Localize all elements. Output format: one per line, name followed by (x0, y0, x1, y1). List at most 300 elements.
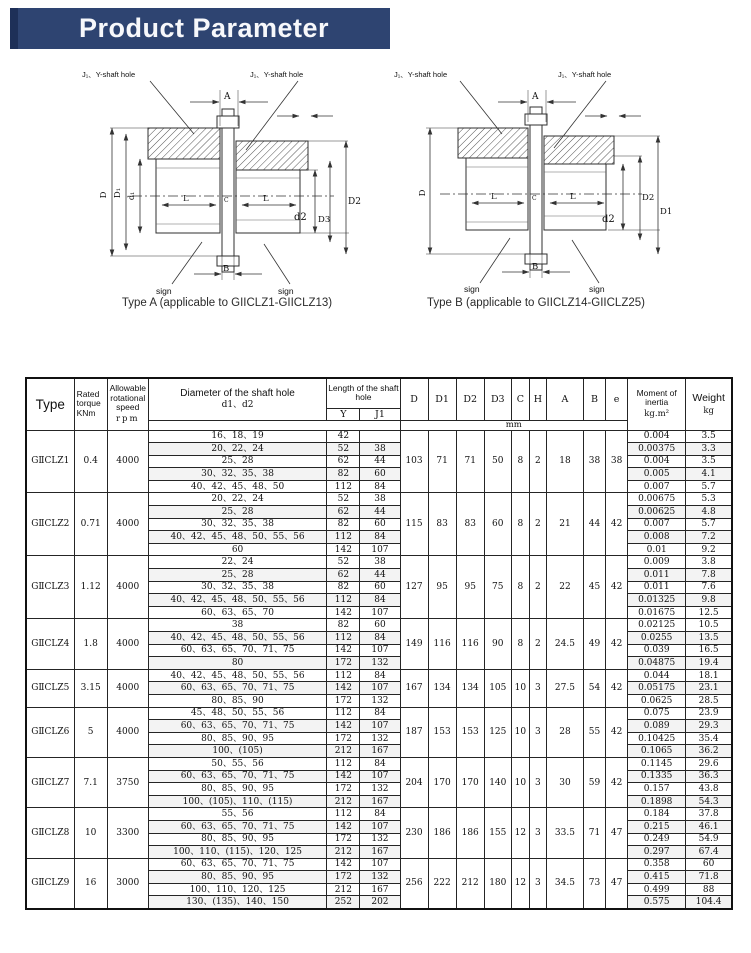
length-j1-cell: 38 (360, 493, 400, 506)
dim-D3-cell: 60 (484, 493, 511, 556)
diameter-cell: 38 (148, 619, 327, 632)
diameter-cell: 60、63、65、70、71、75 (148, 720, 327, 733)
dim-D2-cell: 153 (456, 707, 484, 757)
weight-cell: 104.4 (686, 896, 732, 909)
label-shaft-hole-left: J₁、Y-shaft hole (82, 70, 136, 79)
weight-cell: 13.5 (686, 632, 732, 645)
type-cell: GⅡCLZ3 (26, 556, 74, 619)
weight-cell: 16.5 (686, 644, 732, 657)
speed-unit: rpm (115, 413, 140, 424)
dim-H-cell: 3 (529, 757, 546, 807)
weight-cell: 67.4 (686, 846, 732, 859)
torque-cell: 0.71 (74, 493, 107, 556)
dim-C-cell: 10 (511, 707, 529, 757)
dim-A-cell: 18 (546, 430, 583, 493)
torque-cell: 1.12 (74, 556, 107, 619)
weight-cell: 43.8 (686, 783, 732, 796)
length-y-cell: 112 (327, 594, 360, 607)
dim-C-cell: 8 (511, 430, 529, 493)
diameter-cell: 25、28 (148, 569, 327, 582)
inertia-cell: 0.011 (628, 581, 686, 594)
dim-C-cell: 8 (511, 556, 529, 619)
dim-H-cell: 3 (529, 707, 546, 757)
inertia-cell: 0.00625 (628, 506, 686, 519)
weight-cell: 46.1 (686, 820, 732, 833)
weight-cell: 5.7 (686, 480, 732, 493)
weight-cell: 7.8 (686, 569, 732, 582)
length-j1-cell: 60 (360, 468, 400, 481)
spec-row (26, 430, 732, 443)
inertia-cell: 0.157 (628, 783, 686, 796)
dim-e-cell: 47 (606, 808, 628, 858)
dim-D2-cell: 186 (456, 808, 484, 858)
weight-title: Weight (692, 392, 725, 405)
weight-cell: 88 (686, 883, 732, 896)
diameter-sub: d1、d2 (221, 399, 254, 410)
inertia-cell: 0.01675 (628, 606, 686, 619)
dim-D1-cell: 222 (428, 858, 456, 909)
length-j1-cell: 107 (360, 858, 400, 871)
length-j1-cell: 60 (360, 581, 400, 594)
diameter-cell: 22、24 (148, 556, 327, 569)
length-y-cell: 112 (327, 707, 360, 720)
length-j1-cell: 167 (360, 745, 400, 758)
weight-cell: 12.5 (686, 606, 732, 619)
diameter-cell: 60、63、65、70、71、75 (148, 858, 327, 871)
dim-c-label: C (224, 197, 229, 204)
diameter-cell: 80、85、90、95 (148, 833, 327, 846)
dim-B-cell: 59 (584, 757, 606, 807)
dim-D-cell: 256 (400, 858, 428, 909)
dim-D-cell: 230 (400, 808, 428, 858)
length-j1-cell: 84 (360, 669, 400, 682)
length-j1-cell: 38 (360, 443, 400, 456)
col-header-H: H (529, 378, 546, 420)
dim-D1-cell: 170 (428, 757, 456, 807)
dim-D3-cell: 125 (484, 707, 511, 757)
dim-D-cell: 115 (400, 493, 428, 556)
spec-row (26, 493, 732, 506)
dim-b-label: B (223, 264, 230, 274)
type-cell: GⅡCLZ9 (26, 858, 74, 909)
dim-C-cell: 12 (511, 858, 529, 909)
diameter-cell: 80、85、90、95 (148, 871, 327, 884)
spec-table-wrap (25, 377, 733, 910)
length-y-cell: 142 (327, 543, 360, 556)
col-header-D1: D1 (428, 378, 456, 420)
torque-cell: 1.8 (74, 619, 107, 669)
weight-cell: 37.8 (686, 808, 732, 821)
dim-C-cell: 12 (511, 808, 529, 858)
diameter-cell: 100、(105)、110、(115) (148, 795, 327, 808)
dim-A-cell: 33.5 (546, 808, 583, 858)
diagram-type-a-caption: Type A (applicable to GIICLZ1-GIICLZ13) (121, 297, 333, 309)
weight-cell: 36.2 (686, 745, 732, 758)
inertia-title: Moment of inertia (636, 387, 677, 408)
weight-cell: 35.4 (686, 732, 732, 745)
diameter-cell: 45、48、50、55、56 (148, 707, 327, 720)
dim-A-cell: 27.5 (546, 669, 583, 707)
dim-B-cell: 44 (584, 493, 606, 556)
inertia-cell: 0.249 (628, 833, 686, 846)
dim-D-cell: 103 (400, 430, 428, 493)
weight-cell: 60 (686, 858, 732, 871)
weight-cell: 5.7 (686, 518, 732, 531)
length-j1-cell: 107 (360, 720, 400, 733)
dim-D2-cell: 71 (456, 430, 484, 493)
dim-B-cell: 55 (584, 707, 606, 757)
dim-A-cell: 21 (546, 493, 583, 556)
weight-cell: 28.5 (686, 694, 732, 707)
length-j1-cell: 44 (360, 455, 400, 468)
length-y-cell: 112 (327, 669, 360, 682)
weight-cell: 3.3 (686, 443, 732, 456)
dim-A-cell: 28 (546, 707, 583, 757)
length-j1-cell: 44 (360, 506, 400, 519)
dim-D-cell: 204 (400, 757, 428, 807)
dim-H-cell: 2 (529, 493, 546, 556)
length-y-cell: 212 (327, 883, 360, 896)
weight-cell: 3.5 (686, 455, 732, 468)
dim-C-cell: 8 (511, 619, 529, 669)
sign-left-label: sign (464, 284, 480, 294)
length-j1-cell: 167 (360, 795, 400, 808)
length-j1-cell: 132 (360, 694, 400, 707)
inertia-cell: 0.039 (628, 644, 686, 657)
dim-l-left-label: L (491, 192, 497, 202)
diameter-cell: 40、42、45、48、50 (148, 480, 327, 493)
length-j1-cell: 84 (360, 594, 400, 607)
dim-d-label: D (99, 191, 109, 199)
speed-cell: 3300 (107, 808, 148, 858)
length-j1-cell: 107 (360, 770, 400, 783)
unit-row-mm: mm (400, 420, 628, 430)
col-header-B: B (584, 378, 606, 420)
length-y-cell: 62 (327, 506, 360, 519)
length-y-cell: 82 (327, 468, 360, 481)
length-y-cell: 112 (327, 757, 360, 770)
inertia-cell: 0.005 (628, 468, 686, 481)
col-header-speed (107, 378, 148, 430)
length-y-cell: 112 (327, 632, 360, 645)
length-y-cell: 212 (327, 795, 360, 808)
length-j1-cell: 132 (360, 732, 400, 745)
torque-cell: 7.1 (74, 757, 107, 807)
inertia-cell: 0.04875 (628, 657, 686, 670)
inertia-cell: 0.1335 (628, 770, 686, 783)
weight-cell: 18.1 (686, 669, 732, 682)
page-title: Product Parameter (78, 13, 330, 43)
type-cell: GⅡCLZ6 (26, 707, 74, 757)
dim-d2-small-label: d2 (294, 212, 307, 223)
type-cell: GⅡCLZ1 (26, 430, 74, 493)
length-j1-cell: 132 (360, 833, 400, 846)
dim-a-label: A (532, 92, 539, 102)
inertia-cell: 0.004 (628, 430, 686, 443)
col-header-weight (686, 378, 732, 430)
weight-cell: 9.8 (686, 594, 732, 607)
type-cell: GⅡCLZ5 (26, 669, 74, 707)
inertia-cell: 0.00675 (628, 493, 686, 506)
length-j1-cell (360, 430, 400, 443)
dim-l-right-label: L (570, 192, 576, 202)
speed-cell: 4000 (107, 669, 148, 707)
length-j1-cell: 44 (360, 569, 400, 582)
length-j1-cell: 84 (360, 531, 400, 544)
inertia-cell: 0.009 (628, 556, 686, 569)
diameter-cell: 30、32、35、38 (148, 518, 327, 531)
dim-e-cell: 42 (606, 757, 628, 807)
diameter-cell: 60 (148, 543, 327, 556)
diameter-cell: 25、28 (148, 455, 327, 468)
dim-B-cell: 54 (584, 669, 606, 707)
dim-D2-cell: 134 (456, 669, 484, 707)
speed-cell: 3750 (107, 757, 148, 807)
length-j1-cell: 132 (360, 657, 400, 670)
length-j1-cell: 84 (360, 707, 400, 720)
diameter-cell: 60、63、65、70、71、75 (148, 682, 327, 695)
dim-D-cell: 187 (400, 707, 428, 757)
length-j1-cell: 38 (360, 556, 400, 569)
length-y-cell: 62 (327, 455, 360, 468)
length-j1-cell: 132 (360, 783, 400, 796)
weight-cell: 23.1 (686, 682, 732, 695)
dim-D2-cell: 116 (456, 619, 484, 669)
inertia-cell: 0.10425 (628, 732, 686, 745)
diameter-cell: 60、63、65、70、71、75 (148, 644, 327, 657)
inertia-cell: 0.075 (628, 707, 686, 720)
inertia-cell: 0.1145 (628, 757, 686, 770)
col-header-C: C (511, 378, 529, 420)
diameter-cell: 40、42、45、48、50、55、56 (148, 594, 327, 607)
weight-cell: 71.8 (686, 871, 732, 884)
dim-A-cell: 24.5 (546, 619, 583, 669)
inertia-cell: 0.05175 (628, 682, 686, 695)
dim-D3-cell: 105 (484, 669, 511, 707)
type-cell: GⅡCLZ8 (26, 808, 74, 858)
speed-cell: 4000 (107, 430, 148, 493)
dim-e-cell: 38 (606, 430, 628, 493)
spec-row (26, 707, 732, 720)
dim-d1-cap-label: D₁ (113, 187, 123, 199)
dim-D1-cell: 186 (428, 808, 456, 858)
spec-row (26, 556, 732, 569)
diagrams-row (72, 64, 690, 309)
inertia-cell: 0.415 (628, 871, 686, 884)
diagram-type-b (386, 64, 686, 309)
length-y-cell: 142 (327, 720, 360, 733)
inertia-cell: 0.01 (628, 543, 686, 556)
length-j1-cell: 107 (360, 644, 400, 657)
inertia-cell: 0.007 (628, 518, 686, 531)
col-header-torque: Rated torque KNm (74, 378, 107, 430)
diameter-cell: 55、56 (148, 808, 327, 821)
weight-cell: 9.2 (686, 543, 732, 556)
sign-right-label: sign (278, 286, 294, 296)
inertia-cell: 0.358 (628, 858, 686, 871)
inertia-cell: 0.297 (628, 846, 686, 859)
inertia-cell: 0.01325 (628, 594, 686, 607)
weight-cell: 7.6 (686, 581, 732, 594)
dim-l-right-label: L (263, 194, 269, 204)
dim-H-cell: 2 (529, 619, 546, 669)
label-shaft-hole-right: J₁、Y-shaft hole (250, 70, 304, 79)
dim-e-cell: 42 (606, 669, 628, 707)
inertia-cell: 0.0625 (628, 694, 686, 707)
sign-right-label: sign (589, 284, 605, 294)
col-header-D: D (400, 378, 428, 420)
length-y-cell: 252 (327, 896, 360, 909)
weight-cell: 10.5 (686, 619, 732, 632)
length-y-cell: 142 (327, 858, 360, 871)
dim-d2-cap-label: D2 (348, 197, 361, 207)
type-cell: GⅡCLZ2 (26, 493, 74, 556)
weight-unit: kg (703, 406, 714, 417)
inertia-cell: 0.575 (628, 896, 686, 909)
weight-cell: 19.4 (686, 657, 732, 670)
dim-B-cell: 45 (584, 556, 606, 619)
diameter-cell: 130、(135)、140、150 (148, 896, 327, 909)
length-j1-cell: 107 (360, 543, 400, 556)
dim-d2-small-label: d2 (602, 214, 615, 225)
dim-A-cell: 22 (546, 556, 583, 619)
torque-cell: 10 (74, 808, 107, 858)
dim-H-cell: 3 (529, 858, 546, 909)
dim-H-cell: 2 (529, 430, 546, 493)
length-y-cell: 82 (327, 619, 360, 632)
length-y-cell: 172 (327, 783, 360, 796)
inertia-cell: 0.499 (628, 883, 686, 896)
header-row-1 (26, 378, 732, 408)
length-j1-cell: 84 (360, 632, 400, 645)
diameter-cell: 100、(105) (148, 745, 327, 758)
weight-cell: 4.1 (686, 468, 732, 481)
dim-A-cell: 34.5 (546, 858, 583, 909)
col-header-length-j1: J1 (360, 408, 400, 420)
type-a-drawing (72, 64, 382, 296)
speed-cell: 4000 (107, 493, 148, 556)
weight-cell: 36.3 (686, 770, 732, 783)
spec-row (26, 757, 732, 770)
col-header-length-y: Y (327, 408, 360, 420)
diagram-type-b-caption: Type B (applicable to GIICLZ14-GIICLZ25) (427, 297, 645, 309)
dim-B-cell: 38 (584, 430, 606, 493)
length-y-cell: 142 (327, 770, 360, 783)
length-j1-cell: 107 (360, 820, 400, 833)
dim-D1-cell: 95 (428, 556, 456, 619)
unit-row-spacer (148, 420, 400, 430)
dim-d3-label: D3 (318, 215, 331, 225)
spec-row (26, 858, 732, 871)
diameter-cell: 60、63、65、70、71、75 (148, 770, 327, 783)
dim-c-label: C (532, 195, 537, 202)
speed-cell: 3000 (107, 858, 148, 909)
torque-cell: 0.4 (74, 430, 107, 493)
diameter-cell: 80、85、90、95 (148, 732, 327, 745)
col-header-length: Length of the shaft hole (327, 378, 400, 408)
dim-D3-cell: 140 (484, 757, 511, 807)
page-title-banner (10, 8, 390, 49)
dim-H-cell: 2 (529, 556, 546, 619)
inertia-cell: 0.008 (628, 531, 686, 544)
length-y-cell: 62 (327, 569, 360, 582)
col-header-A: A (546, 378, 583, 420)
length-y-cell: 52 (327, 443, 360, 456)
dim-H-cell: 3 (529, 669, 546, 707)
spec-row (26, 669, 732, 682)
weight-cell: 4.8 (686, 506, 732, 519)
dim-D1-cell: 83 (428, 493, 456, 556)
dim-D2-cell: 170 (456, 757, 484, 807)
weight-cell: 29.6 (686, 757, 732, 770)
spec-row (26, 619, 732, 632)
diameter-cell: 16、18、19 (148, 430, 327, 443)
dim-C-cell: 10 (511, 669, 529, 707)
spec-table-body (26, 430, 732, 909)
weight-cell: 54.3 (686, 795, 732, 808)
speed-label: Allowable rotational speed (109, 383, 146, 413)
length-y-cell: 52 (327, 556, 360, 569)
type-cell: GⅡCLZ4 (26, 619, 74, 669)
diameter-cell: 100、110、120、125 (148, 883, 327, 896)
length-y-cell: 112 (327, 808, 360, 821)
length-y-cell: 42 (327, 430, 360, 443)
label-shaft-hole-left: J₁、Y-shaft hole (394, 70, 448, 79)
length-y-cell: 142 (327, 682, 360, 695)
dim-e-cell: 47 (606, 858, 628, 909)
length-y-cell: 172 (327, 694, 360, 707)
inertia-cell: 0.184 (628, 808, 686, 821)
dim-D-cell: 167 (400, 669, 428, 707)
dim-A-cell: 30 (546, 757, 583, 807)
inertia-cell: 0.044 (628, 669, 686, 682)
dim-C-cell: 8 (511, 493, 529, 556)
speed-cell: 4000 (107, 556, 148, 619)
dim-d1-cap-label: D1 (660, 207, 673, 217)
sign-left-label: sign (156, 286, 172, 296)
dim-D3-cell: 180 (484, 858, 511, 909)
dim-B-cell: 71 (584, 808, 606, 858)
diameter-cell: 25、28 (148, 506, 327, 519)
length-y-cell: 142 (327, 644, 360, 657)
diameter-cell: 40、42、45、48、50、55、56 (148, 669, 327, 682)
label-shaft-hole-right: J₁、Y-shaft hole (558, 70, 612, 79)
coupling-body (148, 109, 308, 272)
diagram-type-a (72, 64, 382, 309)
speed-cell: 4000 (107, 707, 148, 757)
dim-D1-cell: 71 (428, 430, 456, 493)
dim-l-left-label: L (183, 194, 189, 204)
col-header-D3: D3 (484, 378, 511, 420)
weight-cell: 3.8 (686, 556, 732, 569)
length-y-cell: 142 (327, 606, 360, 619)
dim-d2-cap-label: D2 (642, 193, 655, 203)
dim-D3-cell: 75 (484, 556, 511, 619)
diameter-cell: 80、85、90、95 (148, 783, 327, 796)
inertia-cell: 0.00375 (628, 443, 686, 456)
dim-d-label: D (418, 189, 428, 197)
length-y-cell: 82 (327, 581, 360, 594)
diameter-title: Diameter of the shaft hole (180, 388, 295, 400)
diameter-cell: 40、42、45、48、50、55、56 (148, 531, 327, 544)
diameter-cell: 100、110、(115)、120、125 (148, 846, 327, 859)
col-header-D2: D2 (456, 378, 484, 420)
length-y-cell: 112 (327, 480, 360, 493)
diameter-cell: 30、32、35、38 (148, 581, 327, 594)
diameter-cell: 40、42、45、48、50、55、56 (148, 632, 327, 645)
speed-cell: 4000 (107, 619, 148, 669)
inertia-cell: 0.089 (628, 720, 686, 733)
